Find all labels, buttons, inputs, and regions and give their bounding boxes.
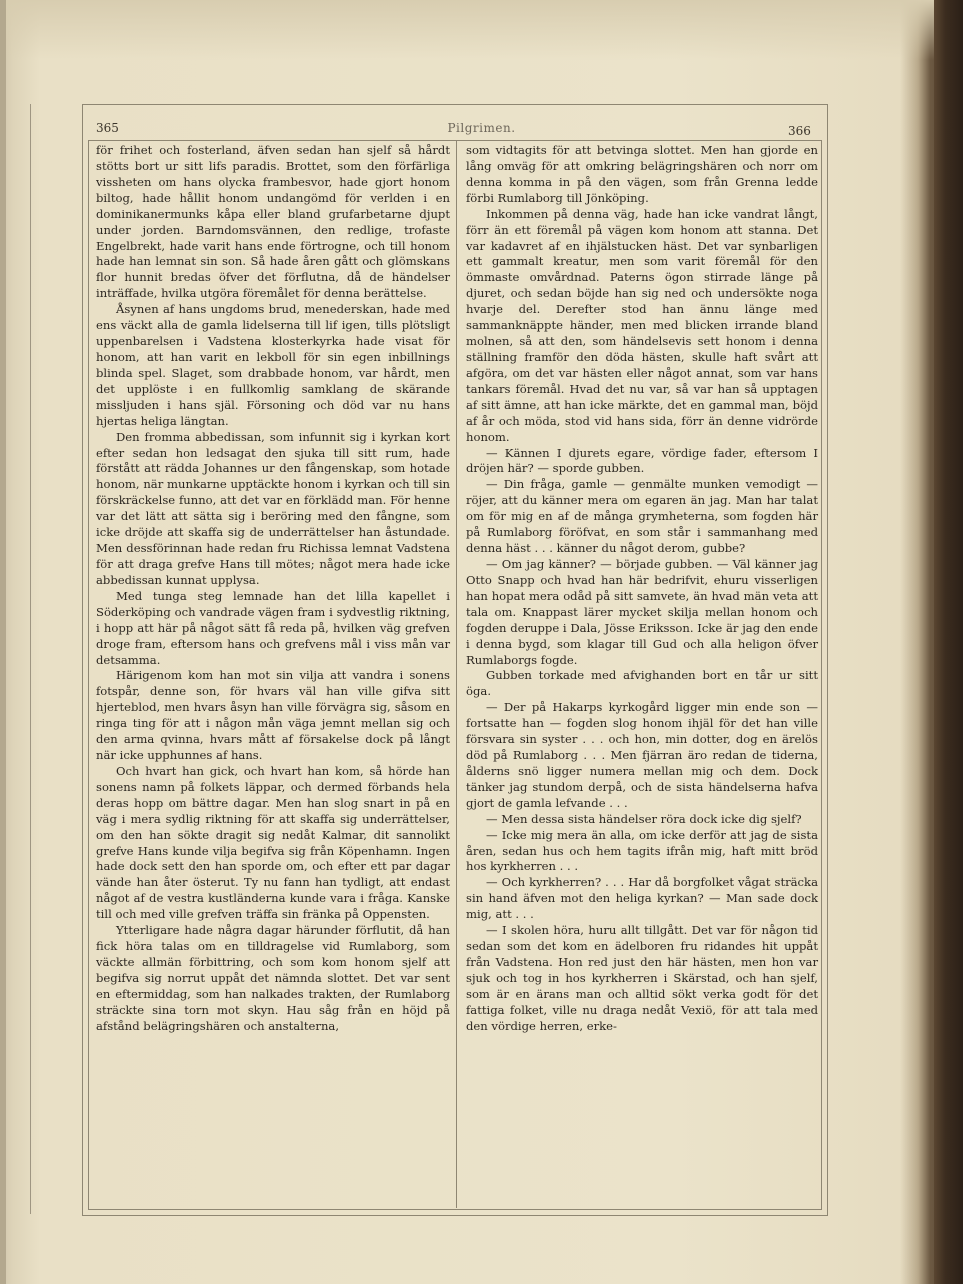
previous-page-edge [0, 104, 31, 1214]
running-title: Pilgrimen. [447, 121, 516, 135]
paragraph: — Kännen I djurets egare, vördige fader, eftersom I dröjen här? — sporde gubben. [466, 445, 818, 476]
paragraph: Inkommen på denna väg, hade han icke vandrat långt, förr än ett föremål på vägen kom honom att stanna. Det var kadavret af en ihjälstucken häst. Det var synbarligen ett gammalt kreatur, men som varit föremål för den ömmaste omvårdnad. Paterns ögon stirrade länge på djuret, och sedan böjde han sig ned och undersökte noga hvarje del. Derefter stod han ännu länge med sammanknäppte händer, men med blicken irrande bland molnen, så att den, som händelsevis sett honom i denna ställning framför den döda hästen, skulle haft svårt att afgöra, om det var hästen eller något annat, som var hans tankars föremål. Hvad det nu var, så var han så upptagen af sitt ämne, att han icke märkte, det en gammal man, böjd af år och möda, stod vid hans sida, förr än denne vidrörde honom. [466, 206, 818, 444]
right-page-number: 366 [788, 124, 811, 138]
paragraph: för frihet och fosterland, äfven sedan han sjelf så hårdt stötts bort ur sitt lifs paradis. Brottet, som den förfärliga vissheten om hans olycka frambesvor, hade gjort honom biltog, hade hållit honom undangömd för verlden i en dominikanermunks kåpa eller bland grufarbetarne djupt under jorden. Barndomsvännen, den redlige, trofaste Engelbrekt, hade varit hans ende förtrogne, och till honom hade han lemnat sin son. Så hade åren gått och glömskans flor hunnit bredas öfver det förflutna, då de händelser inträffade, hvilka utgöra föremålet för denna berättelse. [96, 143, 450, 301]
paragraph: Gubben torkade med afvighanden bort en tår ur sitt öga. [466, 668, 818, 699]
column-divider [456, 140, 457, 1208]
paragraph: Och hvart han gick, och hvart han kom, så hörde han sonens namn på folkets läppar, och dermed förbands hela deras hopp om bättre dagar. Men han slog snart in på en väg i mera sydlig riktning för att skaffa sig underrättelser, om den han sökte dragit sig nedåt Kalmar, dit sannolikt grefve Hans kunde vilja begifva sig från Köpenhamn. Ingen hade dock sett den han sporde om, och efter ett par dagar vände han åter österut. Ty nu fann han tydligt, att endast något af de vestra kustländerna kunde vara i fråga. Kanske till och med ville grefven träffa sin fränka på Oppensten. [96, 763, 450, 922]
paragraph: — Der på Hakarps kyrkogård ligger min ende son — fortsatte han — fogden slog honom ihjäl för det han ville försvara sin syster . . . och hon, min dotter, dog en ärelös död på Rumlaborg . . . Men fjärran äro redan de tiderna, ålderns snö ligger numera mellan mig och dem. Dock tänker jag stundom derpå, och de sista händelserna hafva gjort de gamla lefvande . . . [466, 700, 818, 810]
paragraph: Härigenom kom han mot sin vilja att vandra i sonens fotspår, denne son, för hvars väl han ville gifva sitt hjerteblod, men hvars åsyn han ville förvägra sig, såsom en ringa ting för att i någon mån väga jemnt mellan sig och den arma qvinna, hvars mått af försakelse dock på långt när icke upphunnes af hans. [96, 668, 450, 763]
paragraph: — I skolen höra, huru allt tillgått. Det var för någon tid sedan som det kom en ädelboren fru ridandes hit uppåt från Vadstena. Hon red just den här hästen, men hon var sjuk och tog in hos kyrkherren i Skärstad, och han sjelf, som är en ärans man och alltid sökt verka godt för det fattiga folket, ville nu draga nedåt Vexiö, för att tala med den vördige herren, erke- [466, 923, 818, 1033]
paragraph: Ytterligare hade några dagar härunder förflutit, då han fick höra talas om en tilldragelse vid Rumlaborg, som väckte allmän förbittring, och som kom honom sjelf att begifva sig norrut uppåt det nämnda slottet. Det var sent en eftermiddag, som han nalkades trakten, der Rumlaborg sträckte sina torn mot skyn. Hau såg från en höjd på afstånd belägringshären och anstalterna, [96, 923, 450, 1033]
paragraph: Åsynen af hans ungdoms brud, menederskan, hade med ens väckt alla de gamla lidelserna till lif igen, tills plötsligt uppenbarelsen i Vadstena klosterkyrka hade visat för honom, att han varit en lekboll för sin egen inbillnings blinda spel. Slaget, som drabbade honom, var hårdt, men det upplöste i en fullkomlig samklang de skärande missljuden i hans själ. Försoning och död var nu hans hjertas heliga längtan. [96, 302, 450, 428]
paragraph: Med tunga steg lemnade han det lilla kapellet i Söderköping och vandrade vägen fram i sydvestlig riktning, i hopp att här på något sätt få reda på, hvilken väg grefven droge fram, eftersom hans och grefvens mål i viss mån var detsamma. [96, 588, 450, 667]
paragraph: — Och kyrkherren? . . . Har då borgfolket vågat sträcka sin hand äfven mot den heliga kyrkan? — Man sade dock mig, att . . . [466, 875, 818, 922]
left-page-number: 365 [96, 121, 119, 135]
left-text-column [96, 143, 450, 1035]
paragraph: — Men dessa sista händelser röra dock icke dig sjelf? [486, 811, 802, 826]
paragraph: — Din fråga, gamle — genmälte munken vemodigt — röjer, att du känner mera om egaren än jag. Man har talat om för mig en af de många grymheterna, som fogden här på Rumlaborg föröfvat, en som står i sammanhang med denna häst . . . känner du något derom, gubbe? [466, 477, 818, 556]
paragraph: som vidtagits för att betvinga slottet. Men han gjorde en lång omväg för att omkring belägringshären och norr om denna komma in på den vägen, som från Grenna ledde förbi Rumlaborg till Jönköping. [466, 143, 818, 205]
right-text-column [466, 143, 818, 1035]
paragraph: Den fromma abbedissan, som infunnit sig i kyrkan kort efter sedan hon ledsagat den sjuka till sitt rum, hade förstått att rädda Johannes ur den fångenskap, som hotade honom, när munkarne upptäckte honom i kyrkan och till sin förskräckelse funno, att det var en förklädd man. För henne var det lätt att sätta sig i beröring med den fångne, som icke dröjde att skaffa sig de underrättelser han åstundade. Men dessförinnan hade redan fru Richissa lemnat Vadstena för att draga grefve Hans till mötes; något mera hade icke abbedissan kunnat upplysa. [96, 429, 450, 587]
book-cover-edge [934, 0, 963, 1284]
paragraph: — Om jag känner? — började gubben. — Väl känner jag Otto Snapp och hvad han här bedrifvit, ehuru visserligen han hopat mera odåd på sitt samvete, än hvad män veta att tala om. Knappast lärer mycket skilja mellan honom och fogden deruppe i Dala, Jösse Eriksson. Icke är jag den ende i denna bygd, som klagar till Gud och alla heligon öfver Rumlaborgs fogde. [466, 556, 818, 667]
page-shadow [0, 0, 963, 60]
paragraph: — Icke mig mera än alla, om icke derför att jag de sista åren, sedan hus och hem tagits ifrån mig, haft mitt bröd hos kyrkherren . . . [466, 827, 818, 874]
